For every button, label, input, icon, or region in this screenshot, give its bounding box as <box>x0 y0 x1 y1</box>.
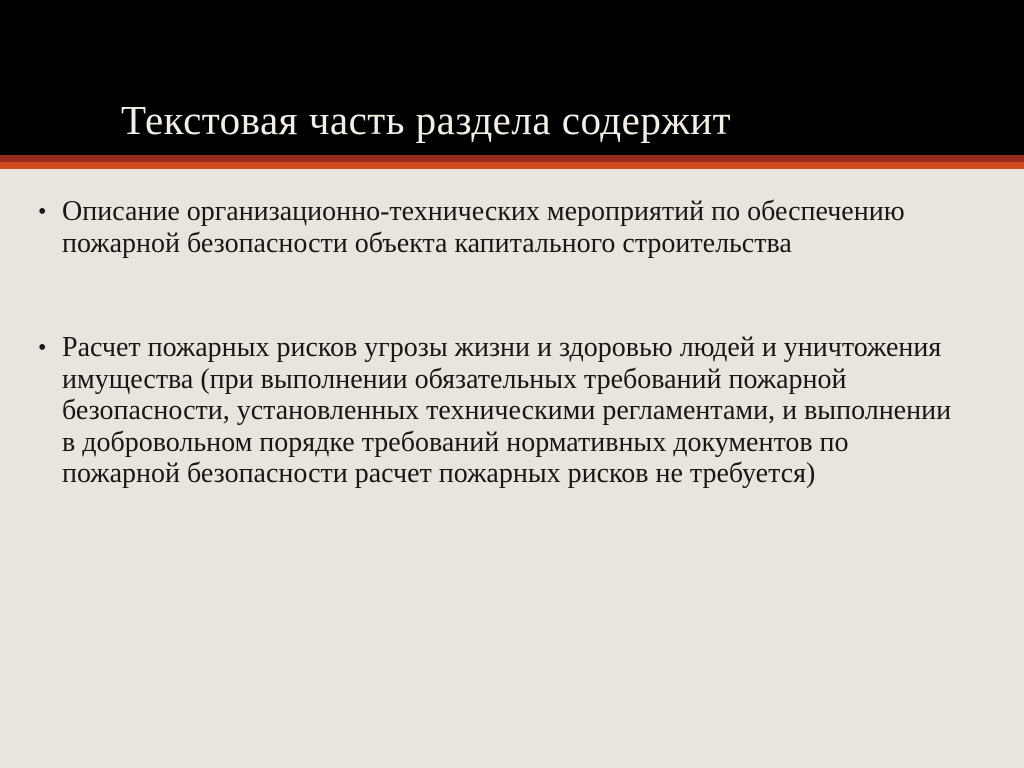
slide-title: Текстовая часть раздела содержит <box>121 97 732 143</box>
accent-stripe-orange <box>0 162 1024 169</box>
bullet-icon: • <box>38 199 47 225</box>
bullet-icon: • <box>38 335 47 361</box>
bullet-text: Описание организационно-технических мероприятий по обеспечению пожарной безопасности объекта капитального строительства <box>62 196 905 259</box>
list-item <box>38 332 967 490</box>
list-item <box>38 196 967 259</box>
accent-stripe-dark-red <box>0 155 1024 162</box>
bullet-list <box>38 196 967 490</box>
title-band <box>0 0 1024 155</box>
slide-body <box>38 196 967 490</box>
bullet-text: Расчет пожарных рисков угрозы жизни и здоровью людей и уничтожения имущества (при выполнении обязательных требований пожарной безопасности, установленных техническими регламентами, и выполнении в добровольном порядке требований нормативных документов по пожарной безопасности расчет пожарных рисков не требуется) <box>62 332 952 489</box>
